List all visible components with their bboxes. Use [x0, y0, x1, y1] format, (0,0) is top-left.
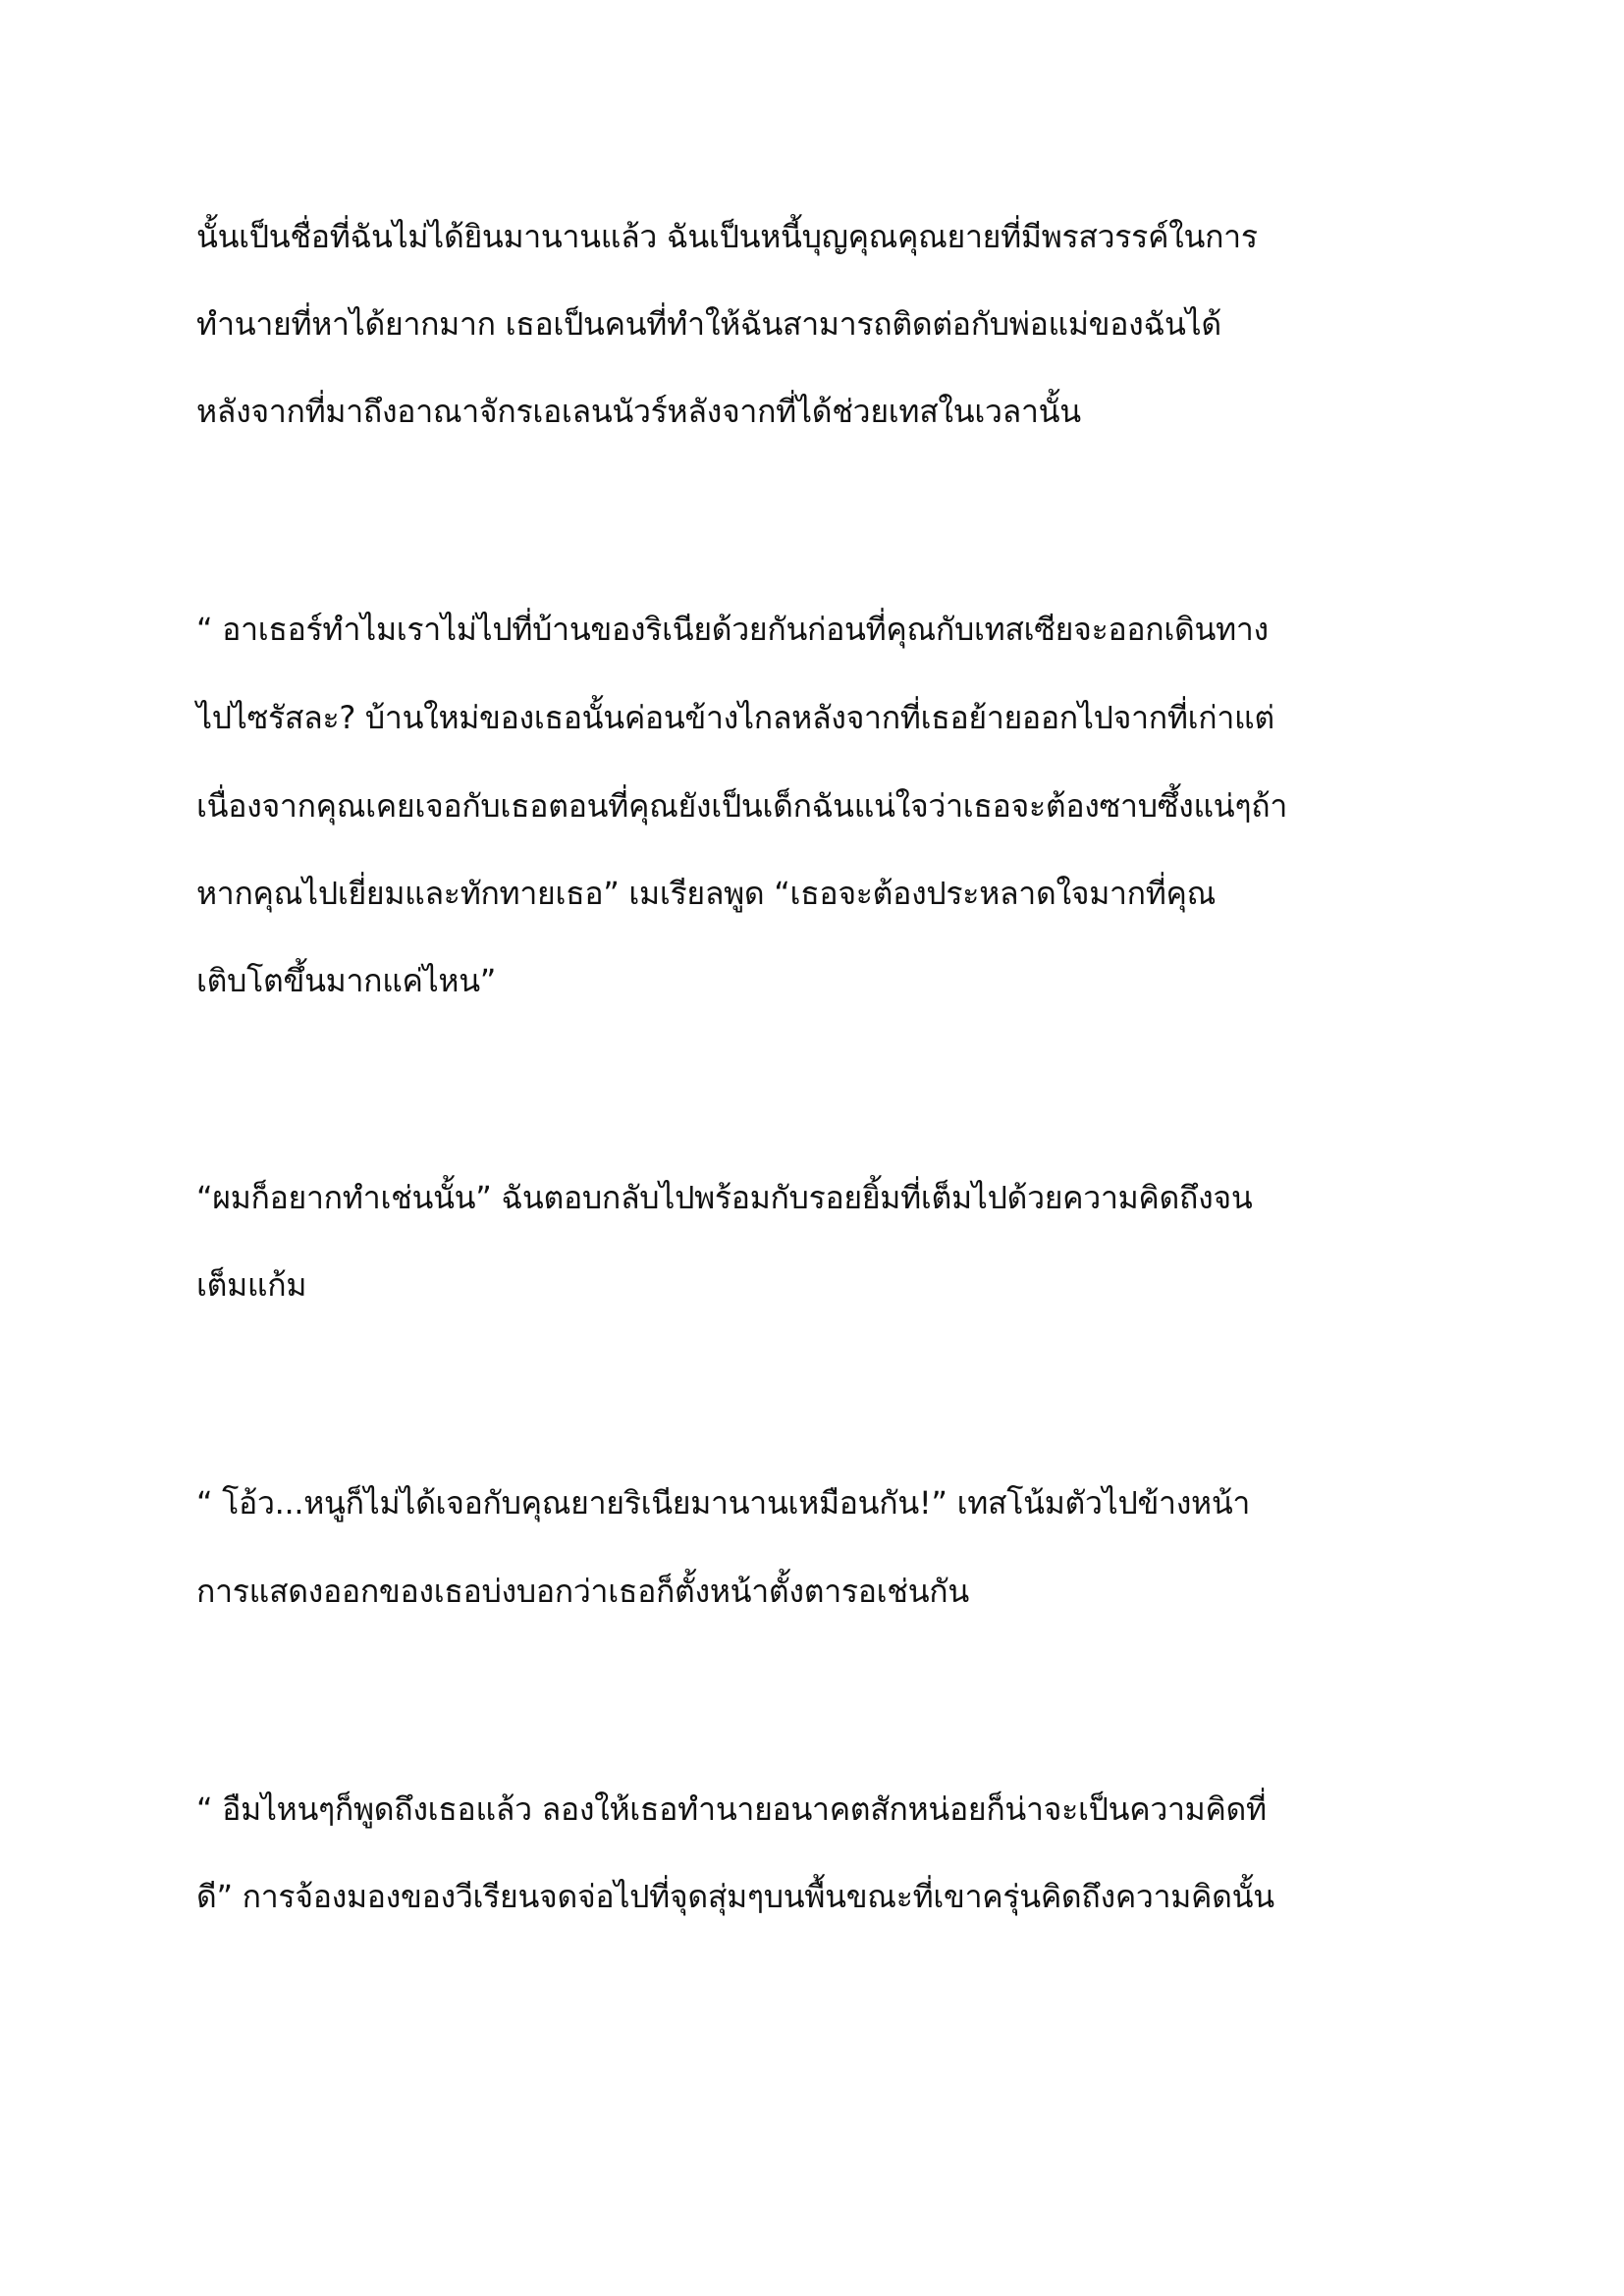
paragraph-2-line-2: ไปไซรัสละ? บ้านใหม่ของเธอนั้นค่อนข้างไกลหลังจากที่เธอย้ายออกไปจากที่เก่าแต่ [196, 699, 1274, 736]
paragraph-2-line-4: หากคุณไปเยี่ยมและทักทายเธอ” เมเรียลพูด “เธอจะต้องประหลาดใจมากที่คุณ [196, 875, 1217, 912]
paragraph-2-line-5: เติบโตขึ้นมากแค่ไหน” [196, 962, 497, 999]
paragraph-3-line-1: “ผมก็อยากทำเช่นนั้น” ฉันตอบกลับไปพร้อมกับรอยยิ้มที่เต็มไปด้วยความคิดถึงจน [196, 1179, 1253, 1216]
paragraph-1-line-3: หลังจากที่มาถึงอาณาจักรเอเลนนัวร์หลังจากที่ได้ช่วยเทสในเวลานั้น [196, 393, 1081, 430]
paragraph-5-line-1: “ อืมไหนๆก็พูดถึงเธอแล้ว ลองให้เธอทำนายอนาคตสักหน่อยก็น่าจะเป็นความคิดที่ [196, 1790, 1267, 1828]
paragraph-2-line-1: “ อาเธอร์ทำไมเราไม่ไปที่บ้านของริเนียด้วยกันก่อนที่คุณกับเทสเซียจะออกเดินทาง [196, 611, 1269, 648]
paragraph-1-line-2: ทำนายที่หาได้ยากมาก เธอเป็นคนที่ทำให้ฉันสามารถติดต่อกับพ่อแม่ของฉันได้ [196, 305, 1221, 343]
paragraph-3-line-2: เต็มแก้ม [196, 1266, 307, 1304]
paragraph-2-line-3: เนื่องจากคุณเคยเจอกับเธอตอนที่คุณยังเป็นเด็กฉันแน่ใจว่าเธอจะต้องซาบซึ้งแน่ๆถ้า [196, 787, 1287, 825]
paragraph-1-line-1: นั้นเป็นชื่อที่ฉันไม่ได้ยินมานานแล้ว ฉันเป็นหนี้บุญคุณคุณยายที่มีพรสวรรค์ในการ [196, 218, 1258, 255]
paragraph-4-line-2: การแสดงออกของเธอบ่งบอกว่าเธอก็ตั้งหน้าตั้งตารอเช่นกัน [196, 1573, 969, 1610]
paragraph-5-line-2: ดี” การจ้องมองของวีเรียนจดจ่อไปที่จุดสุ่มๆบนพื้นขณะที่เขาครุ่นคิดถึงความคิดนั้น [196, 1878, 1274, 1915]
paragraph-4-line-1: “ โอ้ว...หนูก็ไม่ได้เจอกับคุณยายริเนียมานานเหมือนกัน!” เทสโน้มตัวไปข้างหน้า [196, 1484, 1251, 1522]
